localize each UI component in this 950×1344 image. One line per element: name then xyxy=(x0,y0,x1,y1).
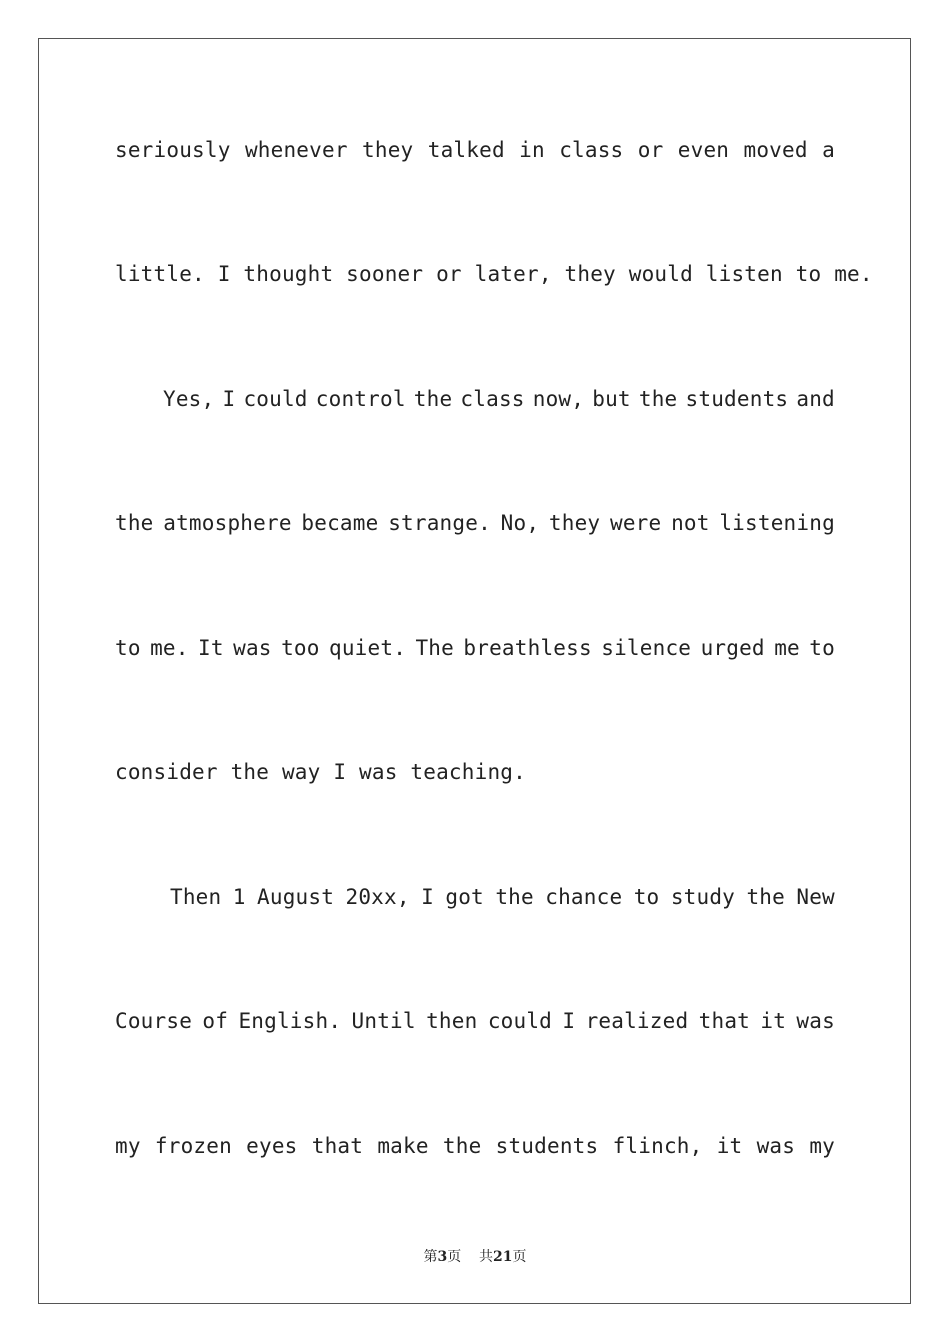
word: I xyxy=(222,387,236,411)
word: Yes, xyxy=(163,387,215,411)
footer-current-page: 3 xyxy=(437,1249,448,1265)
word: to xyxy=(115,636,141,660)
footer-page-suffix: 页 xyxy=(447,1249,462,1265)
body-line-2: little. I thought sooner or later, they would listen to me. xyxy=(115,262,873,286)
word: too xyxy=(281,636,320,660)
word: me. xyxy=(150,636,189,660)
word: silence xyxy=(601,636,692,660)
word: breathless xyxy=(463,636,592,660)
word: students xyxy=(495,1134,599,1158)
body-line-5 xyxy=(115,634,835,662)
word: but xyxy=(592,387,631,411)
body-line-8 xyxy=(115,1007,835,1035)
word: control xyxy=(315,387,406,411)
word: my xyxy=(809,1134,835,1158)
word: Course xyxy=(115,1009,193,1033)
word: quiet. xyxy=(329,636,407,660)
page-footer xyxy=(0,1246,950,1266)
word: they xyxy=(548,511,601,535)
word: was xyxy=(796,1009,835,1033)
word: class xyxy=(460,387,525,411)
word: chance xyxy=(545,885,623,909)
word: the xyxy=(115,511,154,535)
word: even xyxy=(677,138,730,162)
word: or xyxy=(637,138,664,162)
body-line-6: consider the way I was teaching. xyxy=(115,760,526,784)
word: the xyxy=(413,387,453,411)
word: to xyxy=(633,885,660,909)
footer-total-suffix: 页 xyxy=(512,1249,527,1265)
word: seriously xyxy=(115,138,231,162)
footer-prefix: 第 xyxy=(423,1249,438,1265)
body-line-3 xyxy=(115,385,835,413)
word: August xyxy=(257,885,335,909)
word: I xyxy=(421,885,434,909)
word: me xyxy=(774,636,800,660)
word: could xyxy=(243,387,308,411)
word: frozen xyxy=(154,1134,232,1158)
word: talked xyxy=(427,138,505,162)
word: to xyxy=(809,636,835,660)
word: the xyxy=(442,1134,482,1158)
word: No, xyxy=(500,511,540,535)
word: The xyxy=(415,636,454,660)
word: was xyxy=(756,1134,796,1158)
word: that xyxy=(698,1009,751,1033)
body-line-9 xyxy=(115,1132,835,1160)
word: eyes xyxy=(246,1134,298,1158)
word: it xyxy=(760,1009,787,1033)
word: now, xyxy=(532,387,585,411)
word: It xyxy=(198,636,224,660)
word: the xyxy=(638,387,678,411)
word: English. xyxy=(238,1009,342,1033)
word: students xyxy=(685,387,789,411)
footer-total-pages: 21 xyxy=(493,1249,513,1265)
word: make xyxy=(377,1134,429,1158)
word: a xyxy=(822,138,835,162)
word: Then xyxy=(170,885,222,909)
word: listening xyxy=(719,511,835,535)
word: could xyxy=(487,1009,553,1033)
word: 1 xyxy=(232,885,246,909)
word: was xyxy=(233,636,272,660)
word: the xyxy=(495,885,534,909)
word: urged xyxy=(700,636,765,660)
word: in xyxy=(519,138,545,162)
word: got xyxy=(445,885,484,909)
word: became xyxy=(301,511,379,535)
word: were xyxy=(610,511,662,535)
word: atmosphere xyxy=(163,511,292,535)
word: and xyxy=(796,387,835,411)
word: realized xyxy=(585,1009,689,1033)
word: strange. xyxy=(388,511,491,535)
word: moved xyxy=(743,138,808,162)
word: that xyxy=(311,1134,364,1158)
word: whenever xyxy=(244,138,348,162)
page-border xyxy=(38,38,911,1304)
word: my xyxy=(115,1134,141,1158)
word: Until xyxy=(351,1009,416,1033)
word: flinch, xyxy=(612,1134,703,1158)
word: then xyxy=(426,1009,478,1033)
word: study xyxy=(670,885,736,909)
word: 20xx, xyxy=(345,885,410,909)
word: the xyxy=(746,885,785,909)
word: not xyxy=(671,511,710,535)
word: New xyxy=(796,885,835,909)
word: of xyxy=(202,1009,229,1033)
word: I xyxy=(562,1009,576,1033)
word: they xyxy=(362,138,414,162)
body-line-4 xyxy=(115,509,835,537)
body-line-1 xyxy=(115,136,835,164)
body-line-7 xyxy=(115,883,835,911)
footer-total-prefix: 共 xyxy=(479,1249,494,1265)
word: class xyxy=(559,138,624,162)
word: it xyxy=(716,1134,743,1158)
